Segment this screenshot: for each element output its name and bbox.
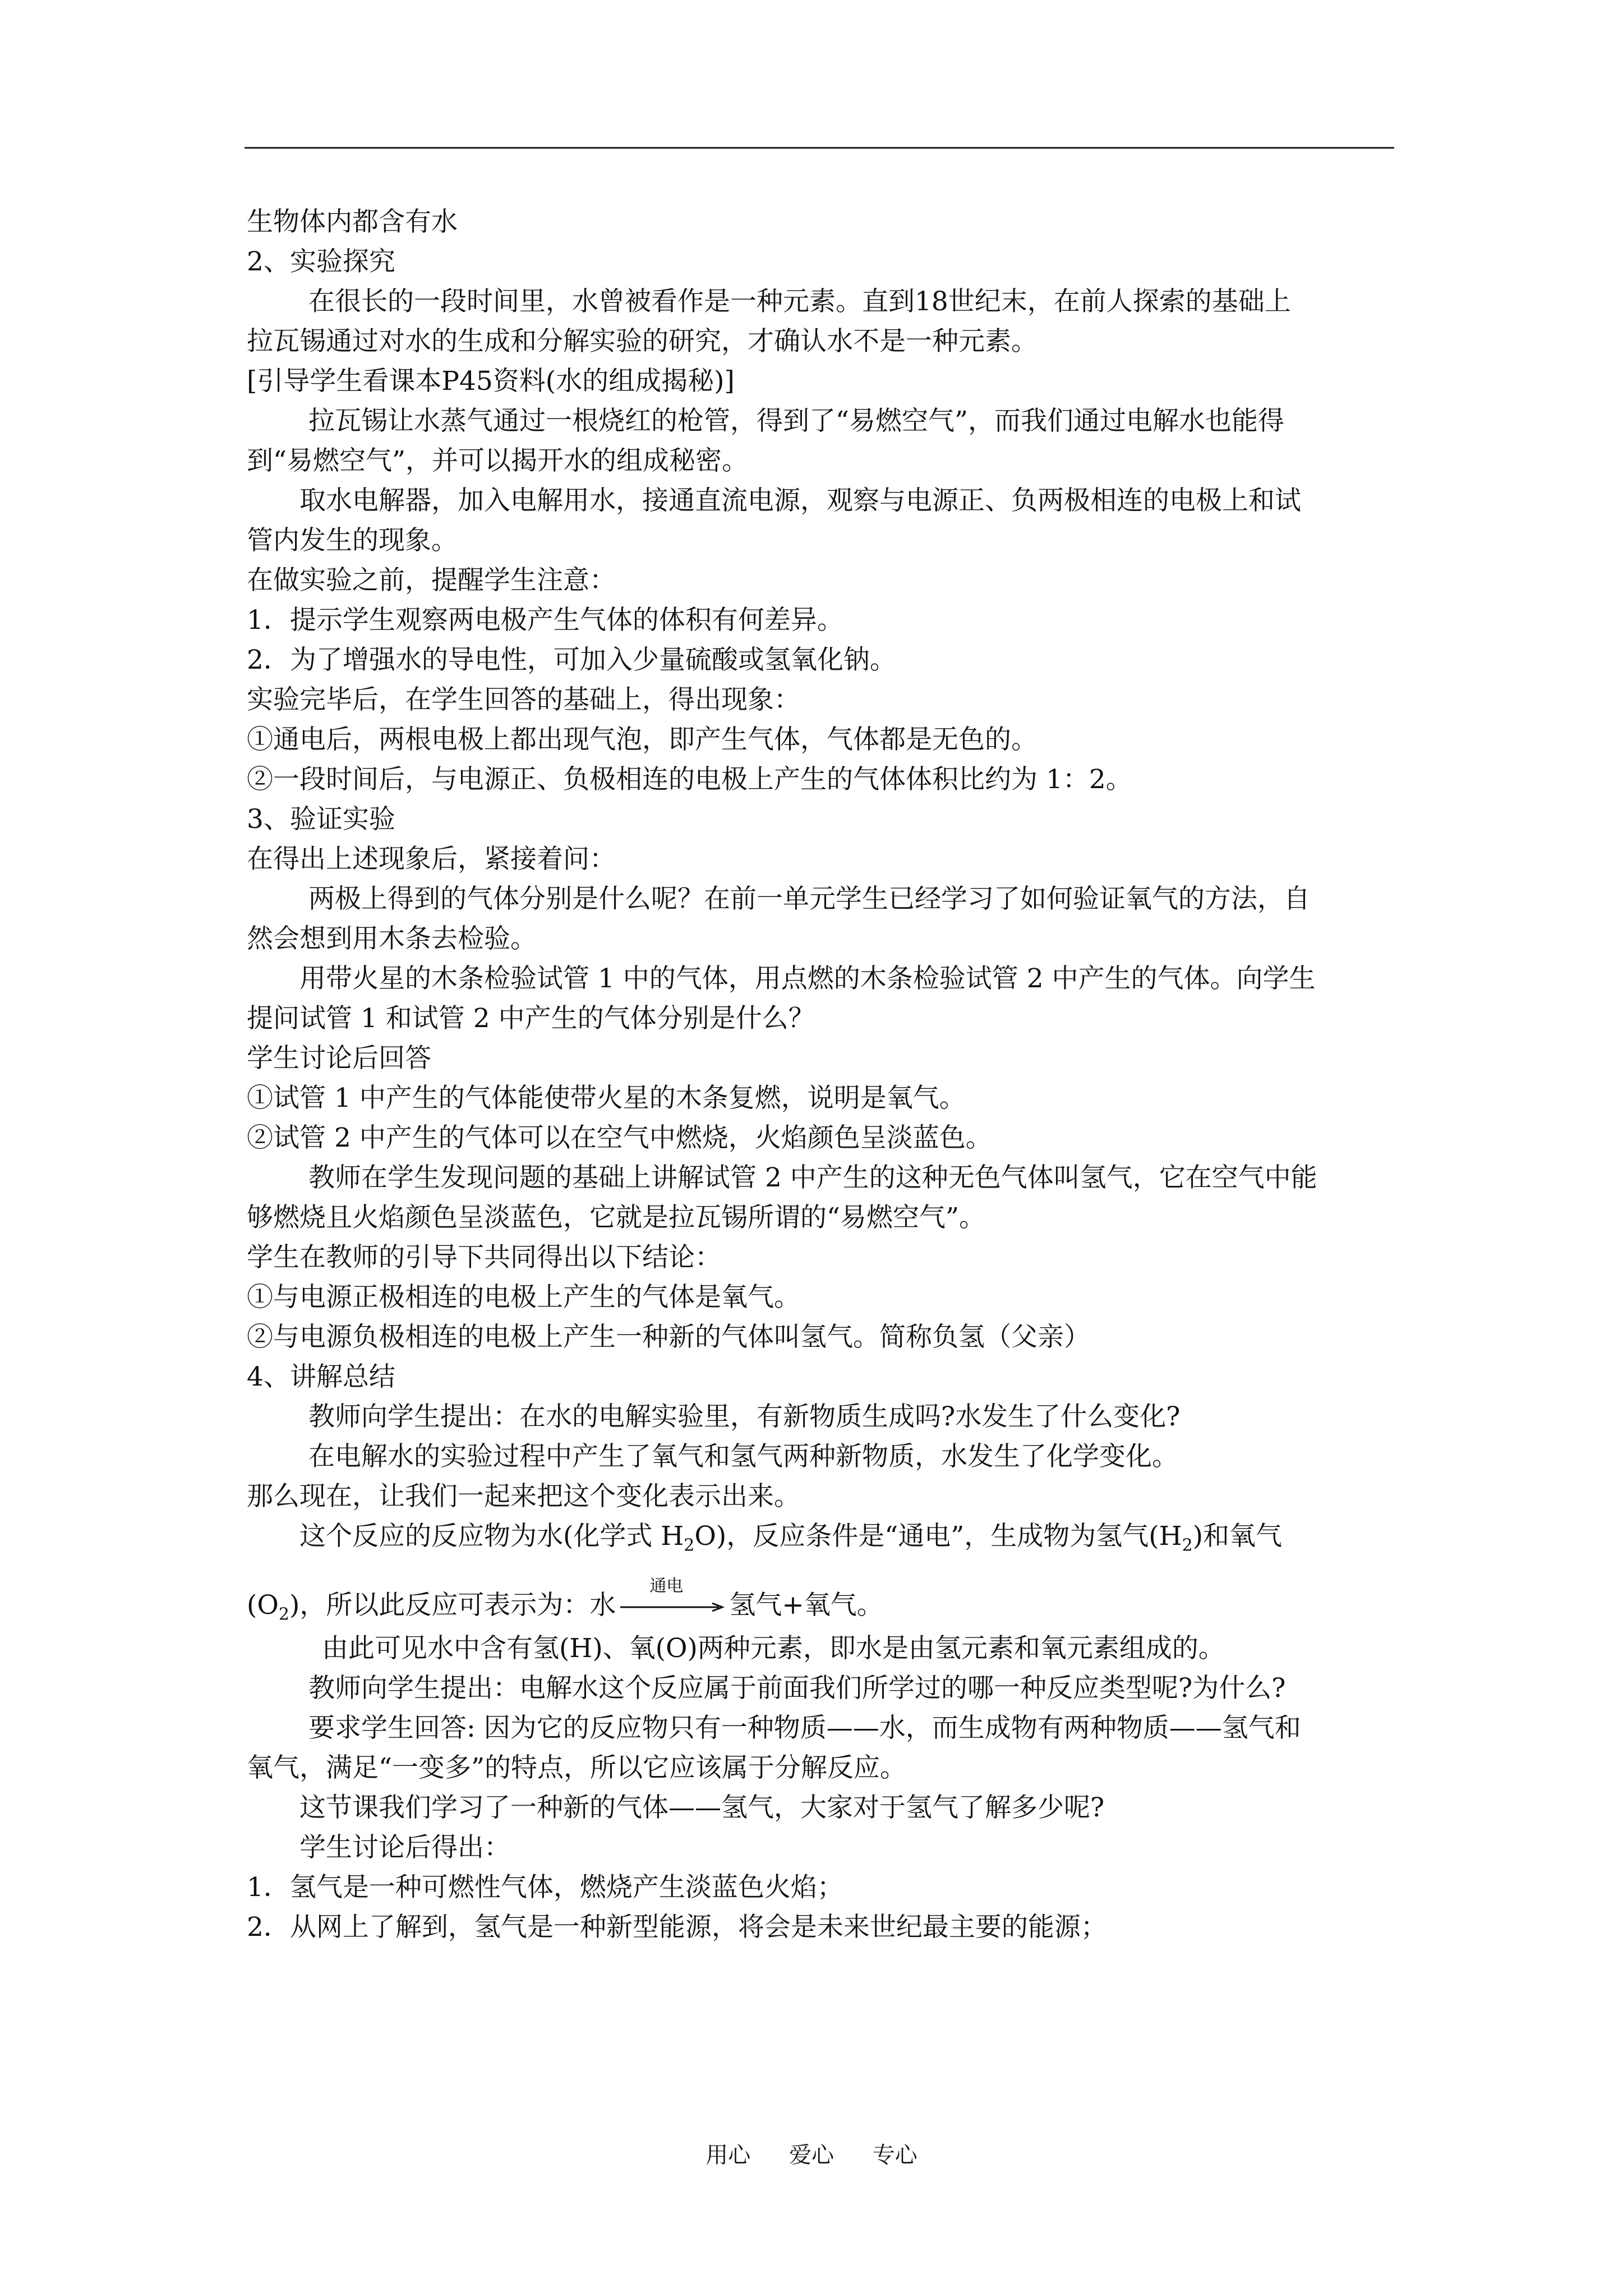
text-line: 用带火星的木条检验试管 1 中的气体，用点燃的木条检验试管 2 中产生的气体。向学生	[299, 963, 1316, 994]
text-line: 4、讲解总结	[247, 1361, 395, 1392]
reaction-condition: 通电	[649, 1576, 684, 1596]
right-arrow-icon	[619, 1603, 726, 1612]
formula-text-2: O)，反应条件是“通电”，生成物为氢气(H	[694, 1521, 1182, 1552]
text-line: ①试管 1 中产生的气体能使带火星的木条复燃，说明是氧气。	[247, 1083, 966, 1114]
text-line: 学生在教师的引导下共同得出以下结论：	[247, 1242, 721, 1273]
text-line: ①通电后，两根电极上都出现气泡，即产生气体，气体都是无色的。	[247, 724, 1038, 755]
text-line: 管内发生的现象。	[247, 525, 458, 556]
text-line: [引导学生看课本P45资料(水的组成揭秘)]	[247, 366, 735, 397]
footer-word-3: 专心	[872, 2142, 917, 2168]
formula-line	[247, 1516, 1396, 1556]
text-line: 拉瓦锡通过对水的生成和分解实验的研究，才确认水不是一种元素。	[247, 326, 1038, 357]
text-line: 取水电解器，加入电解用水，接通直流电源，观察与电源正、负两极相连的电极上和试	[299, 485, 1301, 516]
text-line: 这节课我们学习了一种新的气体——氢气，大家对于氢气了解多少呢?	[299, 1792, 1105, 1823]
equation-middle: )，所以此反应可表示为：水	[289, 1590, 616, 1621]
text-line: 由此可见水中含有氢(H)、氧(O)两种元素，即水是由氢元素和氧元素组成的。	[322, 1633, 1225, 1664]
text-line: 然会想到用木条去检验。	[247, 923, 537, 954]
text-line: 在做实验之前，提醒学生注意：	[247, 565, 616, 596]
text-line: 学生讨论后回答	[247, 1043, 431, 1074]
text-line: 提问试管 1 和试管 2 中产生的气体分别是什么？	[247, 1003, 815, 1034]
formula-subscript-2: 2	[1182, 1535, 1193, 1556]
text-line: 实验完毕后，在学生回答的基础上，得出现象：	[247, 684, 800, 715]
document-body	[247, 202, 1396, 1947]
text-line: 生物体内都含有水	[247, 206, 458, 237]
page-footer	[0, 2137, 1623, 2169]
text-line: 教师在学生发现问题的基础上讲解试管 2 中产生的这种无色气体叫氢气，它在空气中能	[308, 1162, 1317, 1193]
text-line: 2．从网上了解到，氢气是一种新型能源，将会是未来世纪最主要的能源；	[247, 1912, 1107, 1943]
text-line: ②一段时间后，与电源正、负极相连的电极上产生的气体体积比约为 1：2。	[247, 764, 1132, 795]
text-line: 在很长的一段时间里，水曾被看作是一种元素。直到18世纪末，在前人探索的基础上	[308, 286, 1291, 317]
text-line: 2、实验探究	[247, 246, 395, 277]
text-line: ①与电源正极相连的电极上产生的气体是氧气。	[247, 1282, 800, 1313]
text-line: 够燃烧且火焰颜色呈淡蓝色，它就是拉瓦锡所谓的“易燃空气”。	[247, 1202, 986, 1233]
text-line: 3、验证实验	[247, 804, 395, 835]
equation-line	[247, 1576, 1396, 1625]
formula-text-1: 这个反应的反应物为水(化学式 H	[299, 1521, 684, 1552]
text-line: 2．为了增强水的导电性，可加入少量硫酸或氢氧化钠。	[247, 645, 896, 675]
equation-subscript: 2	[278, 1604, 289, 1625]
text-line: 学生讨论后得出：	[299, 1832, 510, 1863]
footer-word-2: 爱心	[789, 2142, 834, 2168]
text-line: 氧气，满足“一变多”的特点，所以它应该属于分解反应。	[247, 1752, 907, 1783]
text-line: 在得出上述现象后，紧接着问：	[247, 844, 616, 875]
text-line: 拉瓦锡让水蒸气通过一根烧红的枪管，得到了“易燃空气”，而我们通过电解水也能得	[308, 406, 1285, 436]
text-line: 到“易燃空气”，并可以揭开水的组成秘密。	[247, 445, 749, 476]
text-line: ②与电源负极相连的电极上产生一种新的气体叫氢气。简称负氢（父亲）	[247, 1322, 1090, 1352]
text-line: 要求学生回答: 因为它的反应物只有一种物质——水，而生成物有两种物质——氢气和	[308, 1713, 1301, 1743]
equation-products: 氢气+氧气。	[729, 1590, 883, 1621]
text-line: 1．提示学生观察两电极产生气体的体积有何差异。	[247, 605, 843, 636]
formula-subscript-1: 2	[684, 1535, 695, 1556]
text-line: 两极上得到的气体分别是什么呢？在前一单元学生已经学习了如何验证氧气的方法，自	[308, 884, 1310, 914]
equation-prefix: (O	[247, 1590, 279, 1621]
header-rule	[245, 147, 1394, 149]
text-line: 在电解水的实验过程中产生了氧气和氢气两种新物质，水发生了化学变化。	[308, 1441, 1178, 1472]
text-line: ②试管 2 中产生的气体可以在空气中燃烧，火焰颜色呈淡蓝色。	[247, 1122, 992, 1153]
text-line: 教师向学生提出：电解水这个反应属于前面我们所学过的哪一种反应类型呢?为什么?	[308, 1673, 1286, 1704]
paragraph-block-2	[247, 1628, 1396, 1947]
text-line: 那么现在，让我们一起来把这个变化表示出来。	[247, 1481, 800, 1512]
text-line: 1．氢气是一种可燃性气体，燃烧产生淡蓝色火焰；	[247, 1872, 843, 1903]
paragraph-block-1	[247, 202, 1396, 1516]
text-line: 教师向学生提出：在水的电解实验里，有新物质生成吗?水发生了什么变化?	[308, 1401, 1181, 1432]
footer-word-1: 用心	[706, 2142, 751, 2168]
formula-text-3: )和氧气	[1192, 1521, 1283, 1552]
reaction-arrow	[619, 1576, 726, 1618]
